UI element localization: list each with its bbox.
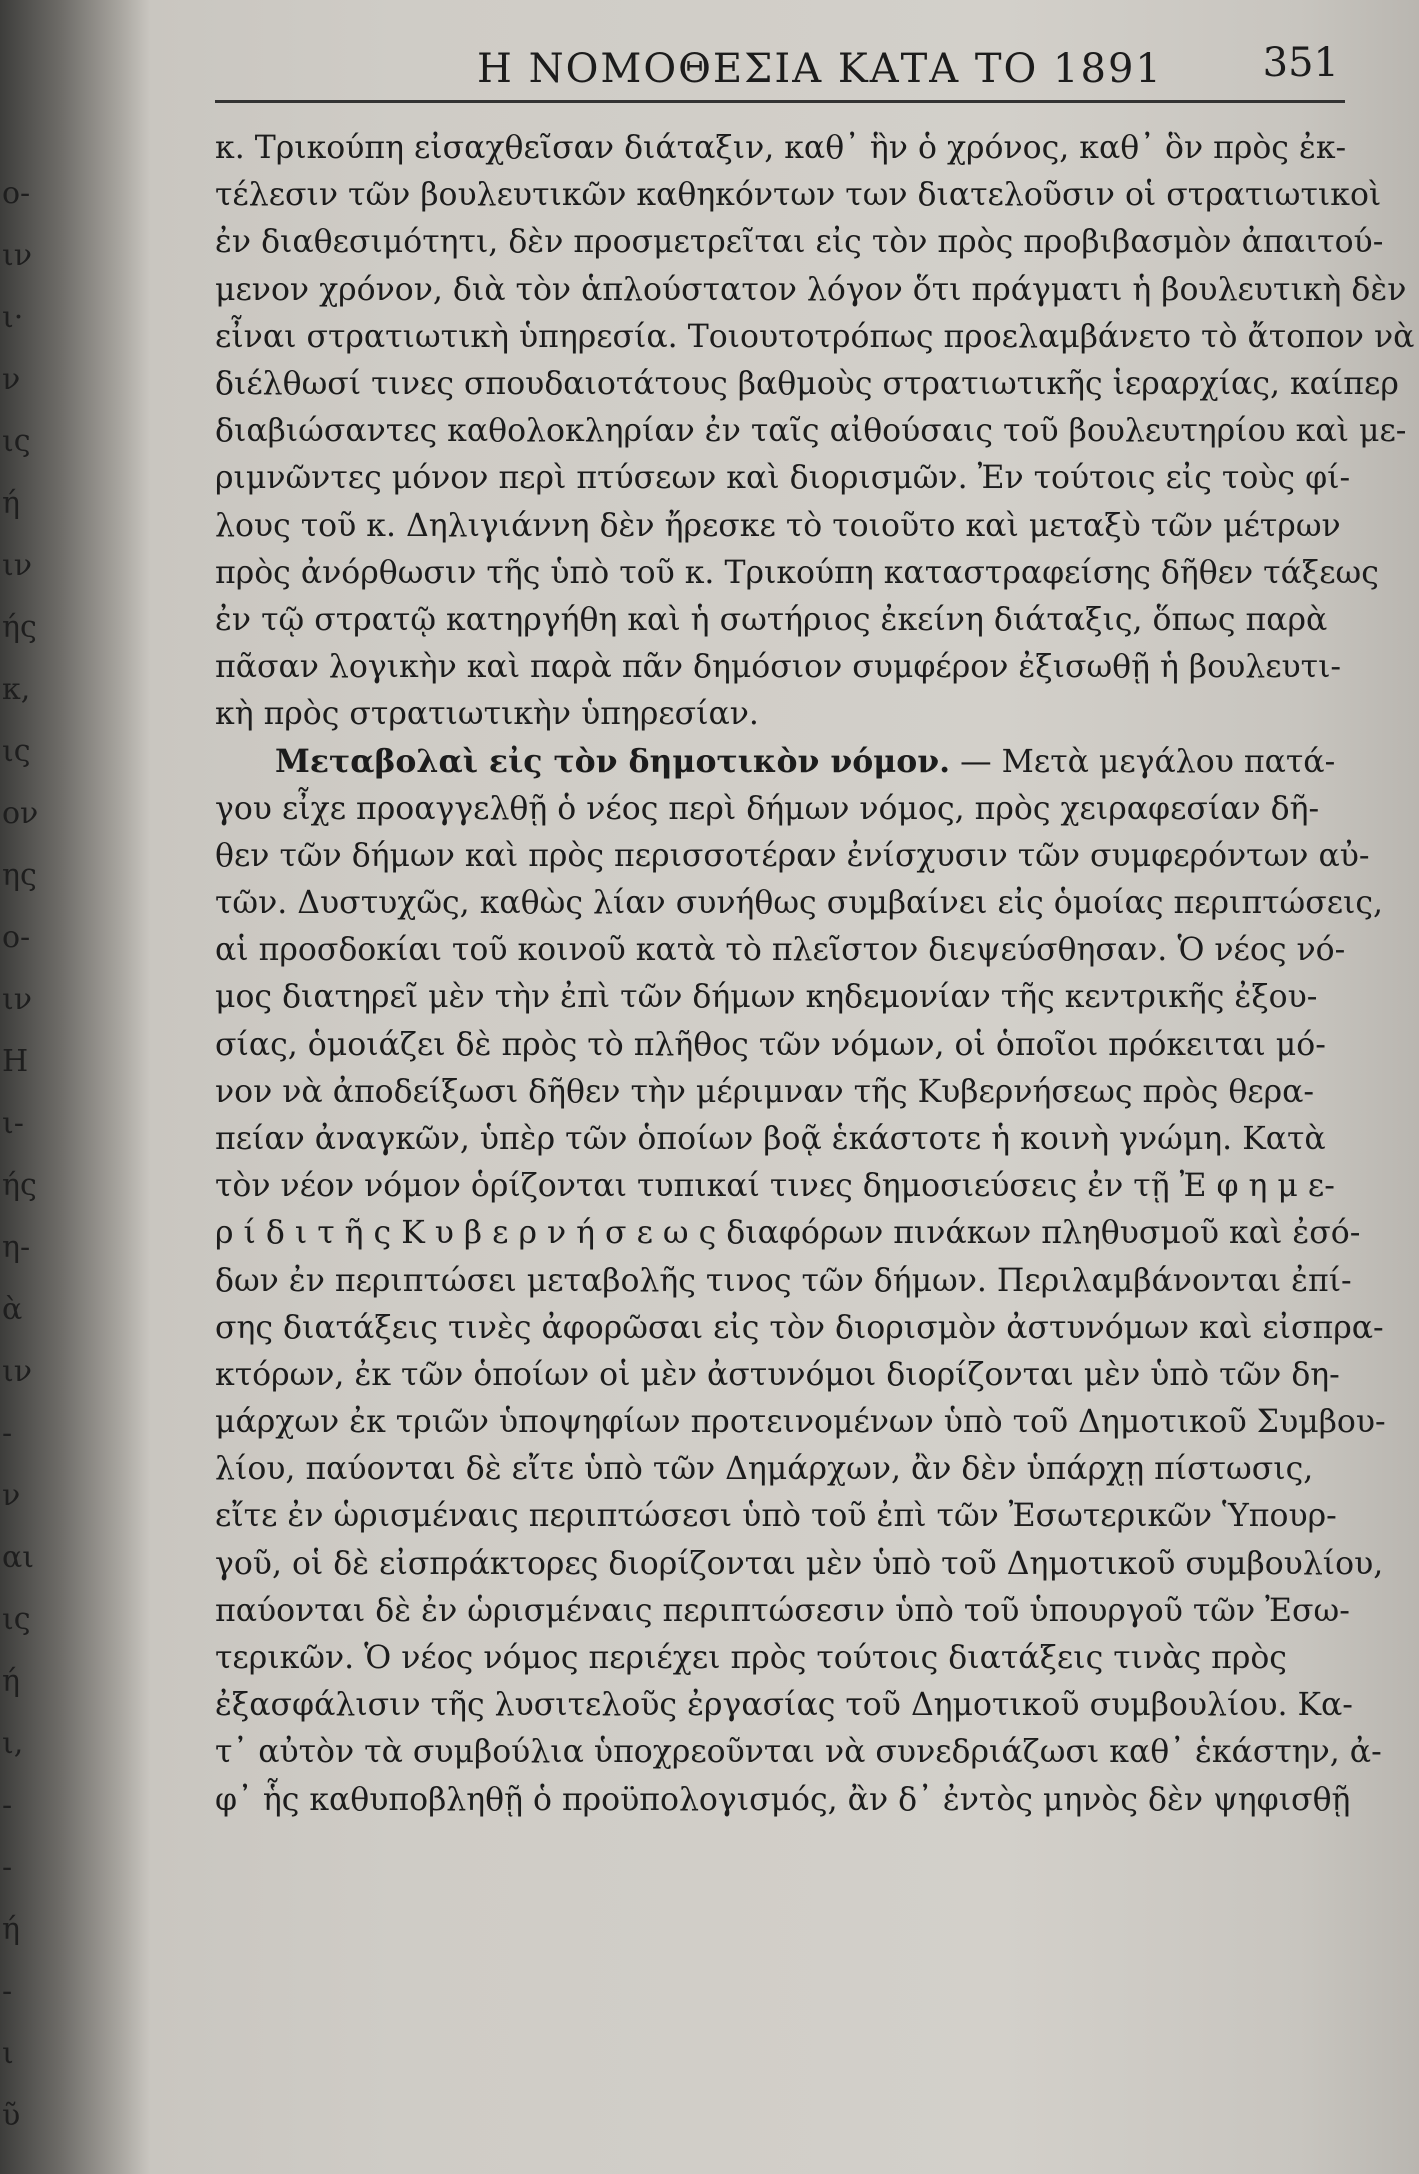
text-line: διαβιώσαντες καθολοκληρίαν ἐν ταῖς αἰθούσαις τοῦ βουλευτηρίου καὶ με- <box>215 413 1407 450</box>
text-line: μος διατηρεῖ μὲν τὴν ἐπὶ τῶν δήμων κηδεμονίαν τῆς κεντρικῆς ἐξου- <box>215 979 1318 1016</box>
paragraph-municipal-law <box>215 786 1386 1824</box>
paragraph-opening: — Μετὰ μεγάλου πατά- <box>950 744 1336 781</box>
text-line: θεν τῶν δήμων καὶ πρὸς περισσοτέραν ἐνίσχυσιν τῶν συμφερόντων αὐ- <box>215 837 1370 874</box>
book-page <box>215 30 1415 1824</box>
text-line: πείαν ἀναγκῶν, ὑπὲρ τῶν ὁποίων βοᾷ ἑκάστοτε ἡ κοινὴ γνώμη. Κατὰ <box>215 1120 1326 1157</box>
text-line: δων ἐν περιπτώσει μεταβολῆς τινος τῶν δήμων. Περιλαμβάνονται ἐπί- <box>215 1262 1352 1299</box>
margin-fragment: η- <box>2 1230 31 1265</box>
text-line: μενον χρόνον, διὰ τὸν ἁπλούστατον λόγον ὅτι πράγματι ἡ βουλευτικὴ δὲν <box>215 271 1407 308</box>
margin-fragment: κ, <box>2 672 31 707</box>
text-line: μάρχων ἐκ τριῶν ὑποψηφίων προτεινομένων ὑπὸ τοῦ Δημοτικοῦ Συμβου- <box>215 1404 1386 1441</box>
subheading-line <box>215 738 1345 785</box>
previous-page-margin <box>0 0 40 2174</box>
margin-fragment: ο- <box>2 920 31 955</box>
text-line: γοῦ, οἱ δὲ εἰσπράκτορες διορίζονται μὲν ὑπὸ τοῦ Δημοτικοῦ συμβουλίου, <box>215 1545 1384 1582</box>
text-line: ρ ί δ ι τ ῆ ς Κ υ β ε ρ ν ή σ ε ω ς διαφόρων πινάκων πληθυσμοῦ καὶ ἐσό- <box>215 1215 1361 1252</box>
margin-fragment: ι· <box>2 300 24 335</box>
text-line: κτόρων, ἐκ τῶν ὁποίων οἱ μὲν ἀστυνόμοι διορίζονται μὲν ὑπὸ τῶν δη- <box>215 1356 1340 1393</box>
text-line: ἐν διαθεσιμότητι, δὲν προσμετρεῖται εἰς τὸν πρὸς προβιβασμὸν ἀπαιτού- <box>215 224 1384 261</box>
margin-fragment: ης <box>2 858 37 893</box>
text-line: λίου, παύονται δὲ εἴτε ὑπὸ τῶν Δημάρχων, ἂν δὲν ὑπάρχῃ πίστωσις, <box>215 1451 1314 1488</box>
text-line: φ᾽ ἧς καθυποβληθῇ ὁ προϋπολογισμός, ἂν δ᾽ ἐντὸς μηνὸς δὲν ψηφισθῇ <box>215 1781 1351 1818</box>
margin-fragment: ι <box>2 2036 14 2071</box>
margin-fragment: ον <box>2 796 39 831</box>
margin-fragment: ής <box>2 610 37 645</box>
text-line: πρὸς ἀνόρθωσιν τῆς ὑπὸ τοῦ κ. Τρικούπη καταστραφείσης δῆθεν τάξεως <box>215 554 1379 591</box>
text-line: σης διατάξεις τινὲς ἀφορῶσαι εἰς τὸν διορισμὸν ἀστυνόμων καὶ εἰσπρα- <box>215 1309 1384 1346</box>
margin-fragment: ν <box>2 362 21 397</box>
paragraph-military-service <box>215 125 1415 738</box>
text-line: παύονται δὲ ἐν ὡρισμέναις περιπτώσεσιν ὑπὸ τοῦ ὑπουργοῦ τῶν Ἐσω- <box>215 1592 1350 1629</box>
margin-fragment: ής <box>2 1168 37 1203</box>
margin-fragment: ν <box>2 1478 21 1513</box>
text-line: κ. Τρικούπη εἰσαχθεῖσαν διάταξιν, καθ᾽ ἣν ὁ χρόνος, καθ᾽ ὃν πρὸς ἐκ- <box>215 130 1347 166</box>
margin-fragment: - <box>2 1416 13 1451</box>
text-line: τέλεσιν τῶν βουλευτικῶν καθηκόντων των διατελοῦσιν οἱ στρατιωτικοὶ <box>215 177 1382 214</box>
margin-fragment: ή <box>2 1664 20 1699</box>
margin-fragment: αι <box>2 1540 35 1575</box>
text-line: ἐξασφάλισιν τῆς λυσιτελοῦς ἐργασίας τοῦ Δημοτικοῦ συμβουλίου. Κα- <box>215 1687 1353 1724</box>
page-header <box>215 30 1345 103</box>
text-line: κὴ πρὸς στρατιωτικὴν ὑπηρεσίαν. <box>215 696 759 733</box>
margin-fragment: ιν <box>2 1354 32 1389</box>
margin-fragment: ι, <box>2 1726 24 1761</box>
margin-fragment: - <box>2 1974 13 2009</box>
margin-fragment: ῦ <box>2 2098 21 2133</box>
text-line: ριμνῶντες μόνον περὶ πτύσεων καὶ διορισμῶν. Ἐν τούτοις εἰς τοὺς φί- <box>215 460 1351 497</box>
margin-fragment: - <box>2 1788 13 1823</box>
margin-fragment: ι- <box>2 1106 24 1141</box>
body-text <box>215 125 1415 1824</box>
margin-fragment: Η <box>2 1044 29 1079</box>
margin-fragment: ις <box>2 424 31 459</box>
margin-fragment: - <box>2 1850 13 1885</box>
running-head: Η ΝΟΜΟΘΕΣΙΑ ΚΑΤΑ ΤΟ 1891 <box>477 46 1163 92</box>
text-line: σίας, ὁμοιάζει δὲ πρὸς τὸ πλῆθος τῶν νόμων, οἱ ὁποῖοι πρόκειται μό- <box>215 1026 1326 1063</box>
text-line: ἐν τῷ στρατῷ κατηργήθη καὶ ἡ σωτήριος ἐκείνη διάταξις, ὅπως παρὰ <box>215 601 1328 638</box>
margin-fragment: ο- <box>2 176 31 211</box>
text-line: τερικῶν. Ὁ νέος νόμος περιέχει πρὸς τούτοις διατάξεις τινὰς πρὸς <box>215 1640 1287 1676</box>
text-line: τ᾽ αὐτὸν τὰ συμβούλια ὑποχρεοῦνται νὰ συνεδριάζωσι καθ᾽ ἑκάστην, ἀ- <box>215 1734 1382 1771</box>
text-line: τῶν. Δυστυχῶς, καθὼς λίαν συνήθως συμβαίνει εἰς ὁμοίας περιπτώσεις, <box>215 885 1384 921</box>
text-line: εἶναι στρατιωτικὴ ὑπηρεσία. Τοιουτοτρόπως προελαμβάνετο τὸ ἄτοπον νὰ <box>215 318 1415 355</box>
text-line: νον νὰ ἀποδείξωσι δῆθεν τὴν μέριμναν τῆς Κυβερνήσεως πρὸς θερα- <box>215 1073 1315 1110</box>
margin-fragment: ή <box>2 486 20 521</box>
page-number: 351 <box>1262 40 1339 86</box>
margin-fragment: ις <box>2 734 31 769</box>
margin-fragment: ις <box>2 1602 31 1637</box>
margin-fragment: ιν <box>2 982 32 1017</box>
margin-fragment: ή <box>2 1912 20 1947</box>
margin-fragment: ιν <box>2 548 32 583</box>
margin-fragment: ιν <box>2 238 32 273</box>
text-line: τὸν νέον νόμον ὁρίζονται τυπικαί τινες δημοσιεύσεις ἐν τῇ Ἐ φ η μ ε- <box>215 1168 1335 1205</box>
margin-fragment: ὰ <box>2 1292 23 1327</box>
text-line: αἱ προσδοκίαι τοῦ κοινοῦ κατὰ τὸ πλεῖστον διεψεύσθησαν. Ὁ νέος νό- <box>215 932 1346 969</box>
text-line: λους τοῦ κ. Δηλιγιάννη δὲν ἤρεσκε τὸ τοιοῦτο καὶ μεταξὺ τῶν μέτρων <box>215 507 1341 544</box>
section-subheading: Μεταβολαὶ εἰς τὸν δημοτικὸν νόμον. <box>275 743 951 781</box>
text-line: εἴτε ἐν ὡρισμέναις περιπτώσεσι ὑπὸ τοῦ ἐπὶ τῶν Ἐσωτερικῶν Ὑπουρ- <box>215 1498 1337 1535</box>
text-line: πᾶσαν λογικὴν καὶ παρὰ πᾶν δημόσιον συμφέρον ἐξισωθῇ ἡ βουλευτι- <box>215 649 1342 686</box>
text-line: διέλθωσί τινες σπουδαιοτάτους βαθμοὺς στρατιωτικῆς ἱεραρχίας, καίπερ <box>215 365 1399 402</box>
text-line: γου εἶχε προαγγελθῇ ὁ νέος περὶ δήμων νόμος, πρὸς χειραφεσίαν δῆ- <box>215 790 1320 827</box>
